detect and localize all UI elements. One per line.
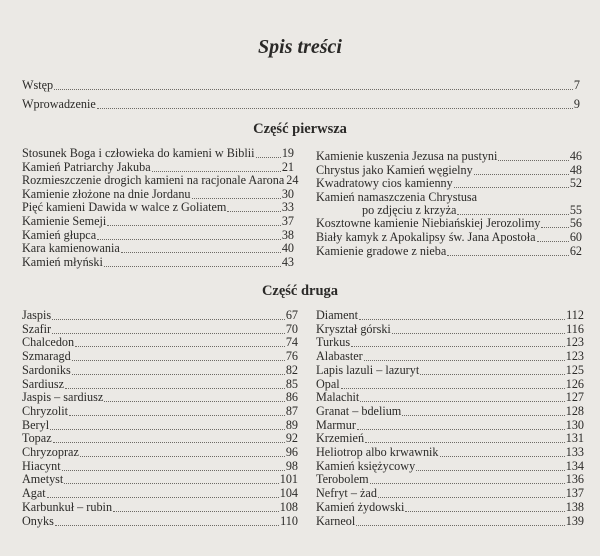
dot-leader bbox=[392, 332, 565, 334]
dot-leader bbox=[72, 359, 285, 361]
entry-page-number: 30 bbox=[281, 186, 294, 201]
entry-page-number: 137 bbox=[565, 486, 584, 501]
toc-entry bbox=[22, 97, 580, 112]
page-title: Spis treści bbox=[258, 36, 342, 58]
dot-leader bbox=[454, 186, 569, 188]
entry-title: Kamienie kuszenia Jezusa na pustyni bbox=[316, 149, 498, 163]
entry-title: Diament bbox=[316, 308, 358, 322]
entry-page-number: 92 bbox=[285, 431, 298, 446]
entry-title: Kryształ górski bbox=[316, 321, 391, 336]
entry-page-number: 56 bbox=[569, 216, 582, 231]
dot-leader bbox=[357, 428, 565, 430]
entry-page-number: 67 bbox=[285, 308, 298, 322]
dot-leader bbox=[405, 510, 564, 512]
entry-page-number: 48 bbox=[569, 162, 582, 177]
entry-title: Topaz bbox=[22, 431, 52, 446]
entry-title: Chryzolit bbox=[22, 403, 69, 418]
entry-title: Kamień żydowski bbox=[316, 499, 405, 514]
dot-leader bbox=[364, 359, 565, 361]
entry-page-number: 123 bbox=[565, 335, 584, 350]
dot-leader bbox=[360, 400, 564, 402]
entry-title: Kamienie złożone na dnie Jordanu bbox=[22, 186, 191, 201]
entry-page-number: 76 bbox=[285, 349, 298, 364]
entry-title: Kamień młyński bbox=[22, 254, 103, 269]
dot-leader bbox=[378, 496, 565, 498]
entry-title: Kamień księżycowy bbox=[316, 458, 416, 473]
entry-title: Kara kamienowania bbox=[22, 241, 120, 256]
entry-title: Wstęp bbox=[22, 78, 54, 92]
dot-leader bbox=[121, 251, 281, 253]
dot-leader bbox=[541, 226, 568, 228]
dot-leader bbox=[50, 428, 285, 430]
dot-leader bbox=[113, 510, 279, 512]
toc-entry bbox=[22, 255, 294, 270]
entry-page-number: 33 bbox=[281, 200, 294, 215]
dot-leader bbox=[52, 318, 285, 320]
entry-title: Szmaragd bbox=[22, 349, 71, 364]
toc-entry bbox=[316, 244, 582, 259]
entry-title: Chalcedon bbox=[22, 335, 75, 350]
entry-title: Szafir bbox=[22, 321, 52, 336]
dot-leader bbox=[55, 524, 279, 526]
entry-title: Karneol bbox=[316, 513, 356, 528]
entry-title: Marmur bbox=[316, 417, 356, 432]
dot-leader bbox=[107, 224, 281, 226]
entry-title: Stosunek Boga i człowieka do kamieni w Biblii bbox=[22, 146, 255, 160]
entry-title: Ametyst bbox=[22, 472, 64, 487]
entry-page-number: 101 bbox=[279, 472, 298, 487]
entry-page-number: 24 bbox=[286, 173, 299, 188]
entry-page-number: 125 bbox=[565, 362, 584, 377]
dot-leader bbox=[97, 238, 281, 240]
entry-page-number: 43 bbox=[281, 254, 294, 269]
dot-leader bbox=[365, 441, 565, 443]
dot-leader bbox=[498, 159, 568, 161]
entry-page-number: 74 bbox=[285, 335, 298, 350]
entry-page-number: 138 bbox=[565, 499, 584, 514]
dot-leader bbox=[65, 387, 285, 389]
entry-title: Pięć kamieni Dawida w walce z Goliatem bbox=[22, 200, 227, 215]
dot-leader bbox=[341, 387, 565, 389]
section-heading-part1: Część pierwsza bbox=[253, 121, 347, 137]
dot-leader bbox=[402, 414, 564, 416]
entry-page-number: 133 bbox=[565, 445, 584, 459]
entry-title: Kamienie gradowe z nieba bbox=[316, 243, 447, 258]
entry-title: Terobolem bbox=[316, 472, 369, 487]
entry-page-number: 40 bbox=[281, 241, 294, 256]
toc-entry bbox=[22, 514, 298, 529]
entry-title: Chryzopraz bbox=[22, 445, 79, 459]
dot-leader bbox=[152, 170, 281, 172]
dot-leader bbox=[440, 455, 565, 457]
entry-title: po zdjęciu z krzyża bbox=[362, 202, 457, 217]
dot-leader bbox=[104, 265, 281, 267]
entry-page-number: 60 bbox=[569, 229, 582, 244]
entry-page-number: 7 bbox=[573, 78, 580, 92]
dot-leader bbox=[54, 88, 573, 90]
entry-title: Kamień Patriarchy Jakuba bbox=[22, 159, 151, 174]
entry-title: Kamień głupca bbox=[22, 227, 97, 242]
dot-leader bbox=[97, 107, 573, 109]
entry-title: Opal bbox=[316, 376, 340, 391]
entry-title: Chrystus jako Kamień węgielny bbox=[316, 162, 473, 177]
entry-page-number: 21 bbox=[281, 159, 294, 174]
entry-title: Kamień namaszczenia Chrystusa bbox=[316, 189, 478, 204]
entry-title: Agat bbox=[22, 486, 46, 501]
entry-page-number: 46 bbox=[569, 149, 582, 163]
entry-title: Biały kamyk z Apokalipsy św. Jana Apostoła bbox=[316, 229, 536, 244]
dot-leader bbox=[420, 373, 564, 375]
entry-page-number: 62 bbox=[569, 243, 582, 258]
entry-page-number: 19 bbox=[281, 146, 294, 160]
entry-page-number: 87 bbox=[285, 403, 298, 418]
entry-page-number: 116 bbox=[566, 321, 584, 336]
entry-page-number: 104 bbox=[279, 486, 298, 501]
entry-title: Turkus bbox=[316, 335, 351, 350]
entry-title: Beryl bbox=[22, 417, 50, 432]
entry-page-number: 37 bbox=[281, 214, 294, 228]
entry-page-number: 38 bbox=[281, 227, 294, 242]
entry-page-number: 86 bbox=[285, 390, 298, 405]
dot-leader bbox=[104, 400, 285, 402]
entry-page-number: 139 bbox=[565, 513, 584, 528]
dot-leader bbox=[192, 197, 281, 199]
entry-title: Kamienie Semeji bbox=[22, 214, 107, 228]
dot-leader bbox=[52, 332, 285, 334]
dot-leader bbox=[72, 373, 285, 375]
dot-leader bbox=[62, 469, 285, 471]
entry-title: Wprowadzenie bbox=[22, 97, 96, 111]
dot-leader bbox=[64, 482, 278, 484]
entry-page-number: 131 bbox=[565, 431, 584, 446]
entry-title: Sardoniks bbox=[22, 362, 71, 377]
dot-leader bbox=[80, 455, 285, 457]
entry-page-number: 52 bbox=[569, 176, 582, 191]
entry-page-number: 110 bbox=[280, 513, 298, 528]
entry-page-number: 128 bbox=[565, 403, 584, 418]
entry-page-number: 112 bbox=[566, 308, 584, 322]
entry-page-number: 130 bbox=[565, 417, 584, 432]
entry-title: Lapis lazuli – lazuryt bbox=[316, 362, 420, 377]
dot-leader bbox=[474, 173, 569, 175]
dot-leader bbox=[457, 213, 568, 215]
dot-leader bbox=[447, 254, 569, 256]
entry-title: Onyks bbox=[22, 513, 54, 528]
dot-leader bbox=[69, 414, 285, 416]
entry-title: Jaspis bbox=[22, 308, 52, 322]
entry-page-number: 127 bbox=[565, 390, 584, 405]
entry-page-number: 82 bbox=[285, 362, 298, 377]
entry-page-number: 9 bbox=[573, 97, 580, 111]
entry-title: Jaspis – sardiusz bbox=[22, 390, 104, 405]
entry-title: Granat – bdelium bbox=[316, 403, 402, 418]
section-heading-part2: Część druga bbox=[261, 283, 339, 299]
entry-title: Kwadratowy cios kamienny bbox=[316, 176, 453, 191]
dot-leader bbox=[370, 482, 565, 484]
entry-page-number: 126 bbox=[565, 376, 584, 391]
entry-page-number: 136 bbox=[565, 472, 584, 487]
entry-page-number: 134 bbox=[565, 458, 584, 473]
entry-page-number: 85 bbox=[285, 376, 298, 391]
dot-leader bbox=[416, 469, 565, 471]
toc-entry bbox=[316, 514, 584, 529]
entry-title: Rozmieszczenie drogich kamieni na racjonale Aarona bbox=[22, 173, 285, 188]
entry-title: Hiacynt bbox=[22, 458, 61, 473]
dot-leader bbox=[359, 318, 565, 320]
dot-leader bbox=[75, 345, 285, 347]
entry-title: Kosztowne kamienie Niebiańskiej Jerozolimy bbox=[316, 216, 541, 231]
entry-page-number: 96 bbox=[285, 445, 298, 459]
entry-title: Karbunkuł – rubin bbox=[22, 499, 113, 514]
entry-page-number: 98 bbox=[285, 458, 298, 473]
entry-title: Malachit bbox=[316, 390, 360, 405]
dot-leader bbox=[256, 156, 281, 158]
entry-page-number: 70 bbox=[285, 321, 298, 336]
entry-title: Nefryt – żad bbox=[316, 486, 377, 501]
dot-leader bbox=[227, 210, 280, 212]
entry-page-number: 108 bbox=[279, 499, 298, 514]
dot-leader bbox=[537, 240, 569, 242]
entry-title: Sardiusz bbox=[22, 376, 64, 391]
entry-title: Krzemień bbox=[316, 431, 365, 446]
entry-title: Heliotrop albo krwawnik bbox=[316, 445, 439, 459]
dot-leader bbox=[47, 496, 279, 498]
dot-leader bbox=[351, 345, 565, 347]
dot-leader bbox=[53, 441, 285, 443]
entry-page-number: 123 bbox=[565, 349, 584, 364]
toc-entry bbox=[22, 78, 580, 93]
dot-leader bbox=[356, 524, 564, 526]
entry-title: Alabaster bbox=[316, 349, 363, 364]
entry-page-number: 55 bbox=[569, 202, 582, 217]
entry-page-number: 89 bbox=[285, 417, 298, 432]
